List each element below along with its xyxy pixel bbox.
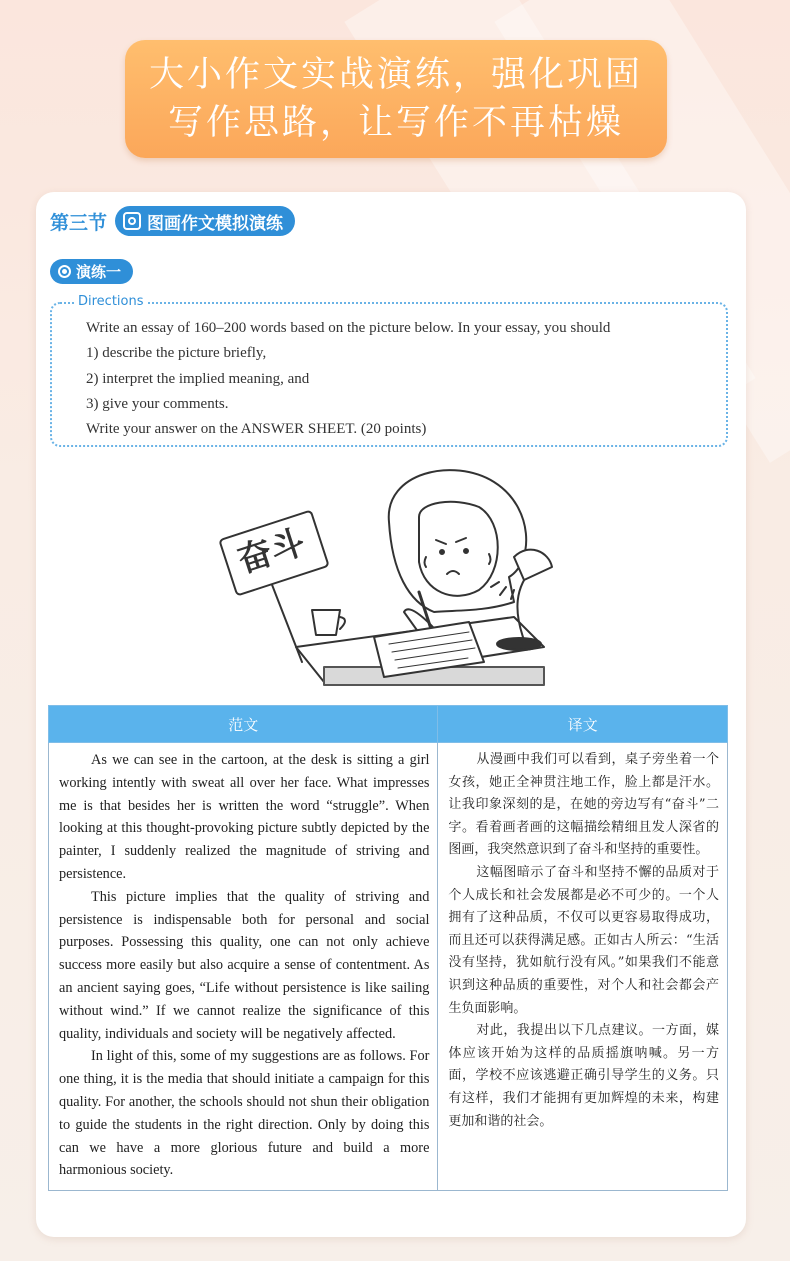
lamp-base bbox=[497, 638, 541, 650]
banner-line-1: 大小作文实战演练，强化巩固 bbox=[148, 55, 643, 95]
section-title: 图画作文模拟演练 bbox=[147, 213, 284, 234]
target-icon bbox=[58, 265, 71, 278]
directions-line: Write an essay of 160–200 words based on the picture below. In your essay, you should bbox=[86, 320, 611, 336]
essay-paragraph: This picture implies that the quality of striving and persistence is indispensable both for personal and social purposes. Possessing this quality, one can not only achieve success more easily but also acquire a sense of contentment. As an ancient saying goes, “Life without persistence is like sailing without wind.” If we cannot realize the significance of this quality, individuals and society will be negatively affected. bbox=[59, 888, 430, 1042]
directions-title: Directions bbox=[74, 294, 148, 309]
header-model-essay: 范文 bbox=[49, 706, 438, 743]
section-header bbox=[50, 206, 295, 236]
promo-banner bbox=[125, 40, 667, 158]
content-card bbox=[36, 192, 746, 1237]
exercise-label: 演练一 bbox=[76, 263, 122, 281]
header-translation: 译文 bbox=[438, 706, 728, 743]
directions-text bbox=[86, 316, 610, 442]
translation-paragraph: 这幅图暗示了奋斗和坚持不懈的品质对于个人成长和社会发展都是必不可少的。一个人拥有了这种品质，不仅可以更容易取得成功，而且还可以获得满足感。正如古人所云：“生活没有坚持，犹如航行没有风。”如果我们不能意识到这种品质的重要性，对个人和社会都会产生负面影响。 bbox=[448, 864, 719, 1016]
sign-text: 奋斗 bbox=[232, 522, 310, 582]
section-title-pill bbox=[115, 206, 295, 236]
exercise-pill bbox=[50, 259, 133, 284]
picture-icon bbox=[123, 212, 141, 230]
directions-box bbox=[50, 294, 728, 447]
section-label: 第三节 bbox=[50, 211, 108, 234]
translation-cell bbox=[438, 743, 728, 1191]
essay-paragraph: In light of this, some of my suggestions are as follows. For one thing, it is the media that should initiate a campaign for this quality. For another, the schools should not shun their obligation to guide the students in the right direction. Only by doing this can we have a more glorious future and build a more harmonious society. bbox=[59, 1048, 430, 1179]
directions-line: 2) interpret the implied meaning, and bbox=[86, 370, 310, 387]
directions-line: 1) describe the picture briefly, bbox=[86, 345, 267, 362]
cup bbox=[312, 610, 340, 635]
girl-face bbox=[419, 502, 498, 596]
directions-line: 3) give your comments. bbox=[86, 395, 229, 412]
essay-table bbox=[48, 705, 728, 1191]
directions-line: Write your answer on the ANSWER SHEET. (20 points) bbox=[86, 421, 427, 438]
model-essay-cell bbox=[49, 743, 438, 1191]
translation-paragraph: 对此，我提出以下几点建议。一方面，媒体应该开始为这样的品质摇旗呐喊。另一方面，学校不应该逃避正确引导学生的义务。只有这样，我们才能拥有更加辉煌的未来，构建更加和谐的社会。 bbox=[448, 1023, 719, 1129]
lamp-head bbox=[514, 550, 552, 580]
essay-paragraph: As we can see in the cartoon, at the desk is sitting a girl working intently with sweat all over her face. What impresses me is that besides her is written the word “struggle”. When looking at this thought-provoking picture subtly depicted by the painter, I suddenly realized the magnitude of striving and persistence. bbox=[59, 752, 430, 882]
cartoon-illustration bbox=[214, 462, 554, 690]
banner-line-2: 写作思路，让写作不再枯燥 bbox=[167, 103, 624, 143]
translation-paragraph: 从漫画中我们可以看到，桌子旁坐着一个女孩，她正全神贯注地工作，脸上都是汗水。让我印象深刻的是，在她的旁边写有“奋斗”二字。看着画者画的这幅描绘精细且发人深省的图画，我突然意识到了奋斗和坚持的重要性。 bbox=[448, 752, 719, 858]
